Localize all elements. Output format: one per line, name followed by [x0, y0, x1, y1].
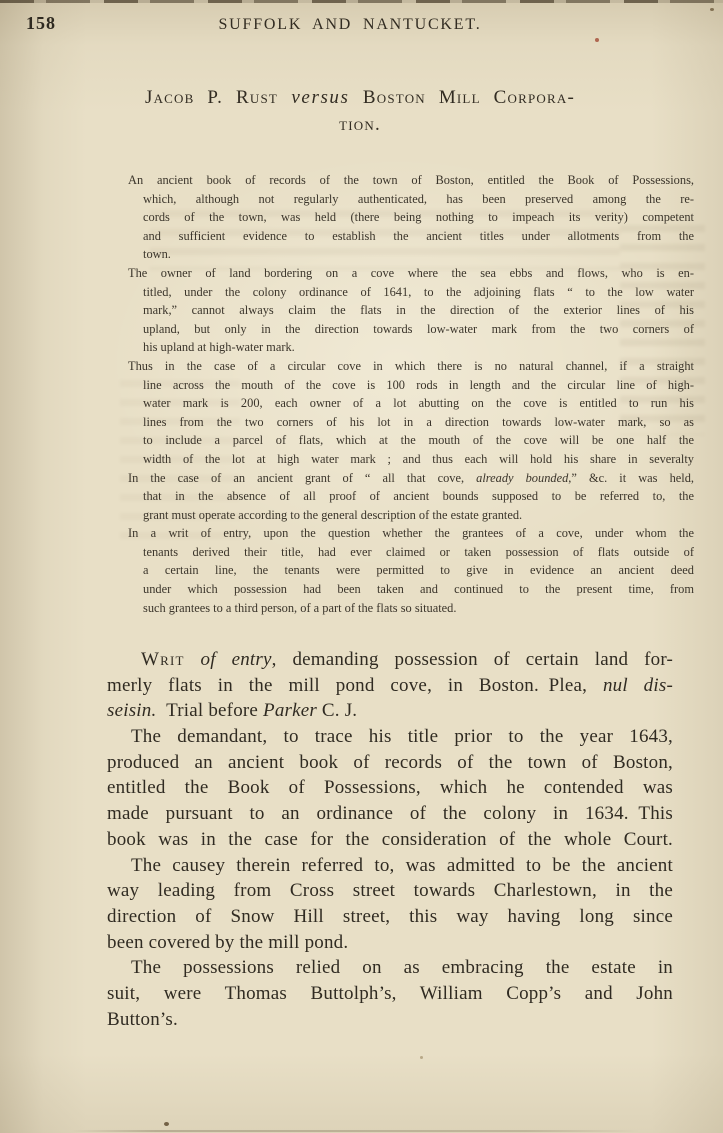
opinion-body-section: [107, 647, 673, 1032]
headnote-section: [128, 171, 694, 617]
body-paragraph: The possessions relied on as embracing the estate in suit, were Thomas Buttolph’s, William Copp’s and John Button’s.: [107, 957, 673, 1030]
paper-speck: [420, 1056, 423, 1059]
headnote-paragraph: The owner of land bordering on a cove where the sea ebbs and flows, who is en- titled, under the colony ordinance of 1641, to the adjoining flats “ to the low water mark,” cannot always claim the flats in the direction of the exterior lines of his upland, but only in the direction towards low-water mark from the two corners of his upland at high-water mark.: [128, 265, 694, 355]
headnote-paragraph: In a writ of entry, upon the question whether the grantees of a cove, under whom the tenants derived their title, had ever claimed or taken possession of flats outside of a certain line, the tenants were permitted to give in evidence an ancient deed under which possession had been taken and continued to the present time, from such grantees to a third person, of a part of the flats so situated.: [128, 526, 694, 615]
body-paragraph: Writ of entry, demanding possession of certain land for- merly flats in the mill pond cove, in Boston. Plea, nul dis- seisin. Trial before Parker C. J.: [107, 649, 673, 722]
headnote-paragraph: An ancient book of records of the town of Boston, entitled the Book of Possessions, which, although not regularly authenticated, has been preserved among the re- cords of the town, was held (there being nothing to impeach its verity) competent and sufficient evidence to establish the ancient titles under allotments from the town.: [128, 173, 694, 262]
case-title: Jacob P. Rust versus Boston Mill Corpora- tion.: [144, 87, 576, 135]
body-paragraph: The demandant, to trace his title prior to the year 1643, produced an ancient book of records of the town of Boston, entitled the Book of Possessions, which he contended was made pursuant to an ordinance of the colony in 1634. This book was in the case for the consideration of the whole Court.: [107, 726, 673, 850]
paper-speck: [710, 8, 714, 11]
paper-speck: [164, 1122, 169, 1126]
body-paragraph: The causey therein referred to, was admitted to be the ancient way leading from Cross street towards Charlestown, in the direction of Snow Hill street, this way having long since been covered by the mill pond.: [107, 854, 673, 953]
page-number: 158: [26, 13, 56, 33]
headnote-paragraph: In the case of an ancient grant of “ all that cove, already bounded,” &c. it was held, that in the absence of all proof of ancient bounds supposed to be referred to, the grant must operate according to the general description of the estate granted.: [128, 470, 694, 522]
running-head: SUFFOLK AND NANTUCKET.: [218, 16, 482, 33]
page-top-edge-line: [0, 0, 723, 3]
paper-speck: [595, 38, 599, 42]
headnote-paragraph: Thus in the case of a circular cove in which there is no natural channel, if a straight line across the mouth of the cove is 100 rods in length and the circular line of high- water mark is 200, each owner of a lot abutting on the cove is entitled to run his lines from the two corners of his lot in a direction towards low-water mark, so as to include a parcel of flats, which at the mouth of the cove will be one half the width of the lot at high water mark ; and thus each will hold his share in severalty: [128, 358, 694, 466]
page-bottom-edge-line: [70, 1130, 640, 1132]
